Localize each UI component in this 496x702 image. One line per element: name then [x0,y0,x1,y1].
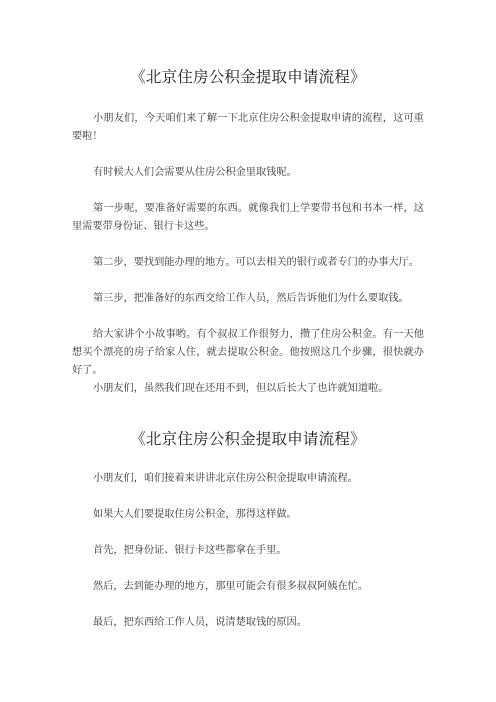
section-2-paragraph-5: 最后，把东西给工作人员，说清楚取钱的原因。 [93,617,307,628]
section-1-title: 《北京住房公积金提取申请流程》 [130,68,366,86]
section-1-paragraph-1: 小朋友们，今天咱们来了解一下北京住房公积金提取申请的流程，这可重要啦！ [72,113,424,142]
section-2-paragraph-2: 如果大人们要提取住房公积金，那得这样做。 [93,509,297,520]
section-1-paragraph-3: 第一步呢，要准备好需要的东西。就像我们上学要带书包和书本一样，这里需要带身份证、银行卡这些。 [72,203,424,232]
section-1-paragraph-7: 小朋友们，虽然我们现在还用不到，但以后长大了也许就知道啦。 [93,383,389,394]
section-1-paragraph-2: 有时候大人们会需要从住房公积金里取钱呢。 [93,167,297,178]
section-1-paragraph-6: 给大家讲个小故事哟。有个叔叔工作很努力，攒了住房公积金。有一天他想买个漂亮的房子给家人住，就去提取公积金。他按照这几个步骤，很快就办好了。 [72,329,424,376]
section-1-paragraph-4: 第二步，要找到能办理的地方。可以去相关的银行或者专门的办事大厅。 [93,257,419,268]
section-1-paragraph-5: 第三步，把准备好的东西交给工作人员，然后告诉他们为什么要取钱。 [93,293,409,304]
section-2-paragraph-3: 首先，把身份证、银行卡这些都拿在手里。 [93,545,287,556]
section-2-paragraph-4: 然后，去到能办理的地方，那里可能会有很多叔叔阿姨在忙。 [93,581,369,592]
section-2-paragraph-1: 小朋友们，咱们接着来讲讲北京住房公积金提取申请流程。 [93,473,358,484]
section-2-title: 《北京住房公积金提取申请流程》 [130,430,366,448]
